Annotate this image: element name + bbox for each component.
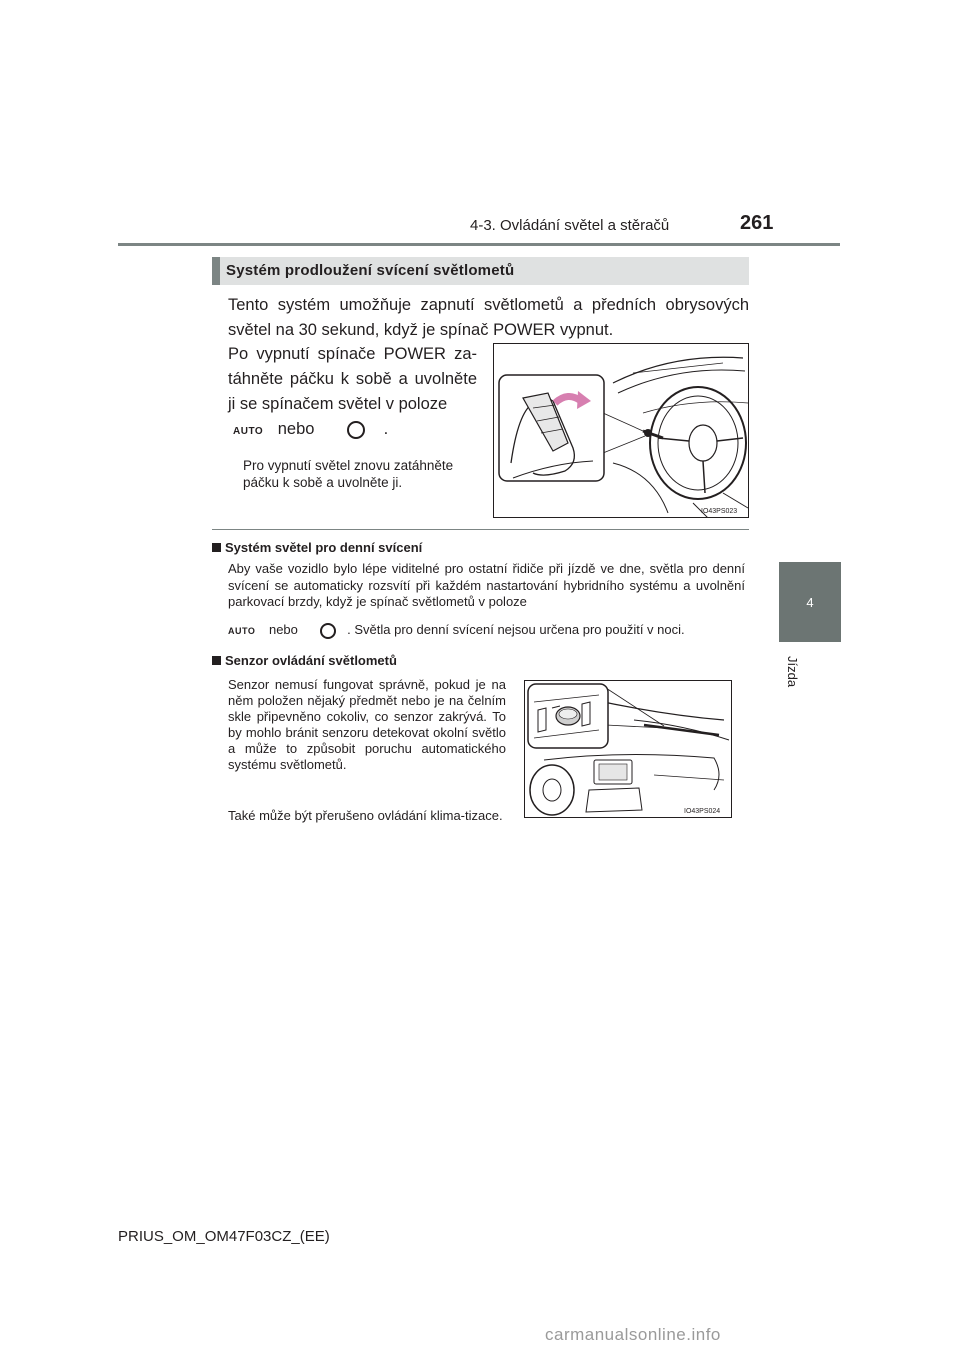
figure2-code: IO43PS024 — [684, 808, 721, 815]
sensor-illustration — [524, 680, 732, 818]
chapter-tab-label: Jízda — [785, 656, 800, 688]
section-title: Systém prodloužení svícení světlometů — [226, 262, 515, 279]
section-intro-paragraph: Tento systém umožňuje zapnutí světlometů a předních obrysových světel na 30 sekund, když je spínač POWER vypnut. — [228, 296, 749, 339]
sensor-heading-text: Senzor ovládání světlometů — [225, 653, 397, 668]
auto-position-icon: AUTO — [228, 626, 256, 636]
sensor-body-2: Také může být přerušeno ovládání klima-tizace. — [228, 808, 503, 823]
section-instruction-paragraph: Po vypnutí spínače POWER za-táhněte páčku k sobě a uvolněte ji se spínačem světel v poloze — [228, 345, 477, 413]
sensor-body: Senzor nemusí fungovat správně, pokud je na něm položen nějaký předmět nebo je na čelním skle připevněno cokoliv, co senzor zakrývá. To by mohlo bránit senzoru detekovat okolní světlo a může to způsobit poruchu automatického systému světlometů. — [228, 677, 506, 772]
or-word: nebo — [268, 622, 298, 637]
drl-body: Aby vaše vozidlo bylo lépe viditelné pro ostatní řidiče při jízdě ve dne, světla pro denní svícení se automaticky rozsvítí při každém nastartování hybridního systému a uvolnění parkovací brzdy, když je spínač světlometů v poloze — [228, 561, 745, 609]
bullet-square-icon — [212, 543, 221, 552]
sensor-heading — [212, 653, 397, 668]
section-divider — [212, 529, 749, 530]
drl-tail-text: . Světla pro denní svícení nejsou určena pro použití v noci. — [347, 622, 685, 637]
document-code: PRIUS_OM_OM47F03CZ_(EE) — [118, 1228, 330, 1245]
drl-heading — [212, 540, 422, 555]
period: . — [383, 420, 389, 438]
lever-illustration — [493, 343, 749, 518]
switch-position-row — [233, 420, 388, 439]
bullet-square-icon — [212, 656, 221, 665]
auto-position-icon: AUTO — [233, 426, 264, 437]
or-word: nebo — [277, 420, 315, 438]
drl-heading-text: Systém světel pro denní svícení — [225, 540, 423, 555]
drl-position-row — [228, 622, 749, 639]
headlight-position-icon — [347, 421, 365, 439]
figure1-code: IO43PS023 — [701, 508, 738, 515]
chapter-tab-number: 4 — [806, 595, 814, 610]
off-note: Pro vypnutí světel znovu zatáhněte páčku k sobě a uvolněte ji. — [243, 458, 454, 490]
header-section-title: 4-3. Ovládání světel a stěračů — [470, 217, 670, 234]
header-divider — [118, 243, 840, 246]
headlight-position-icon — [320, 623, 336, 639]
watermark: carmanualsonline.info — [545, 1325, 721, 1344]
page-number: 261 — [740, 212, 774, 234]
